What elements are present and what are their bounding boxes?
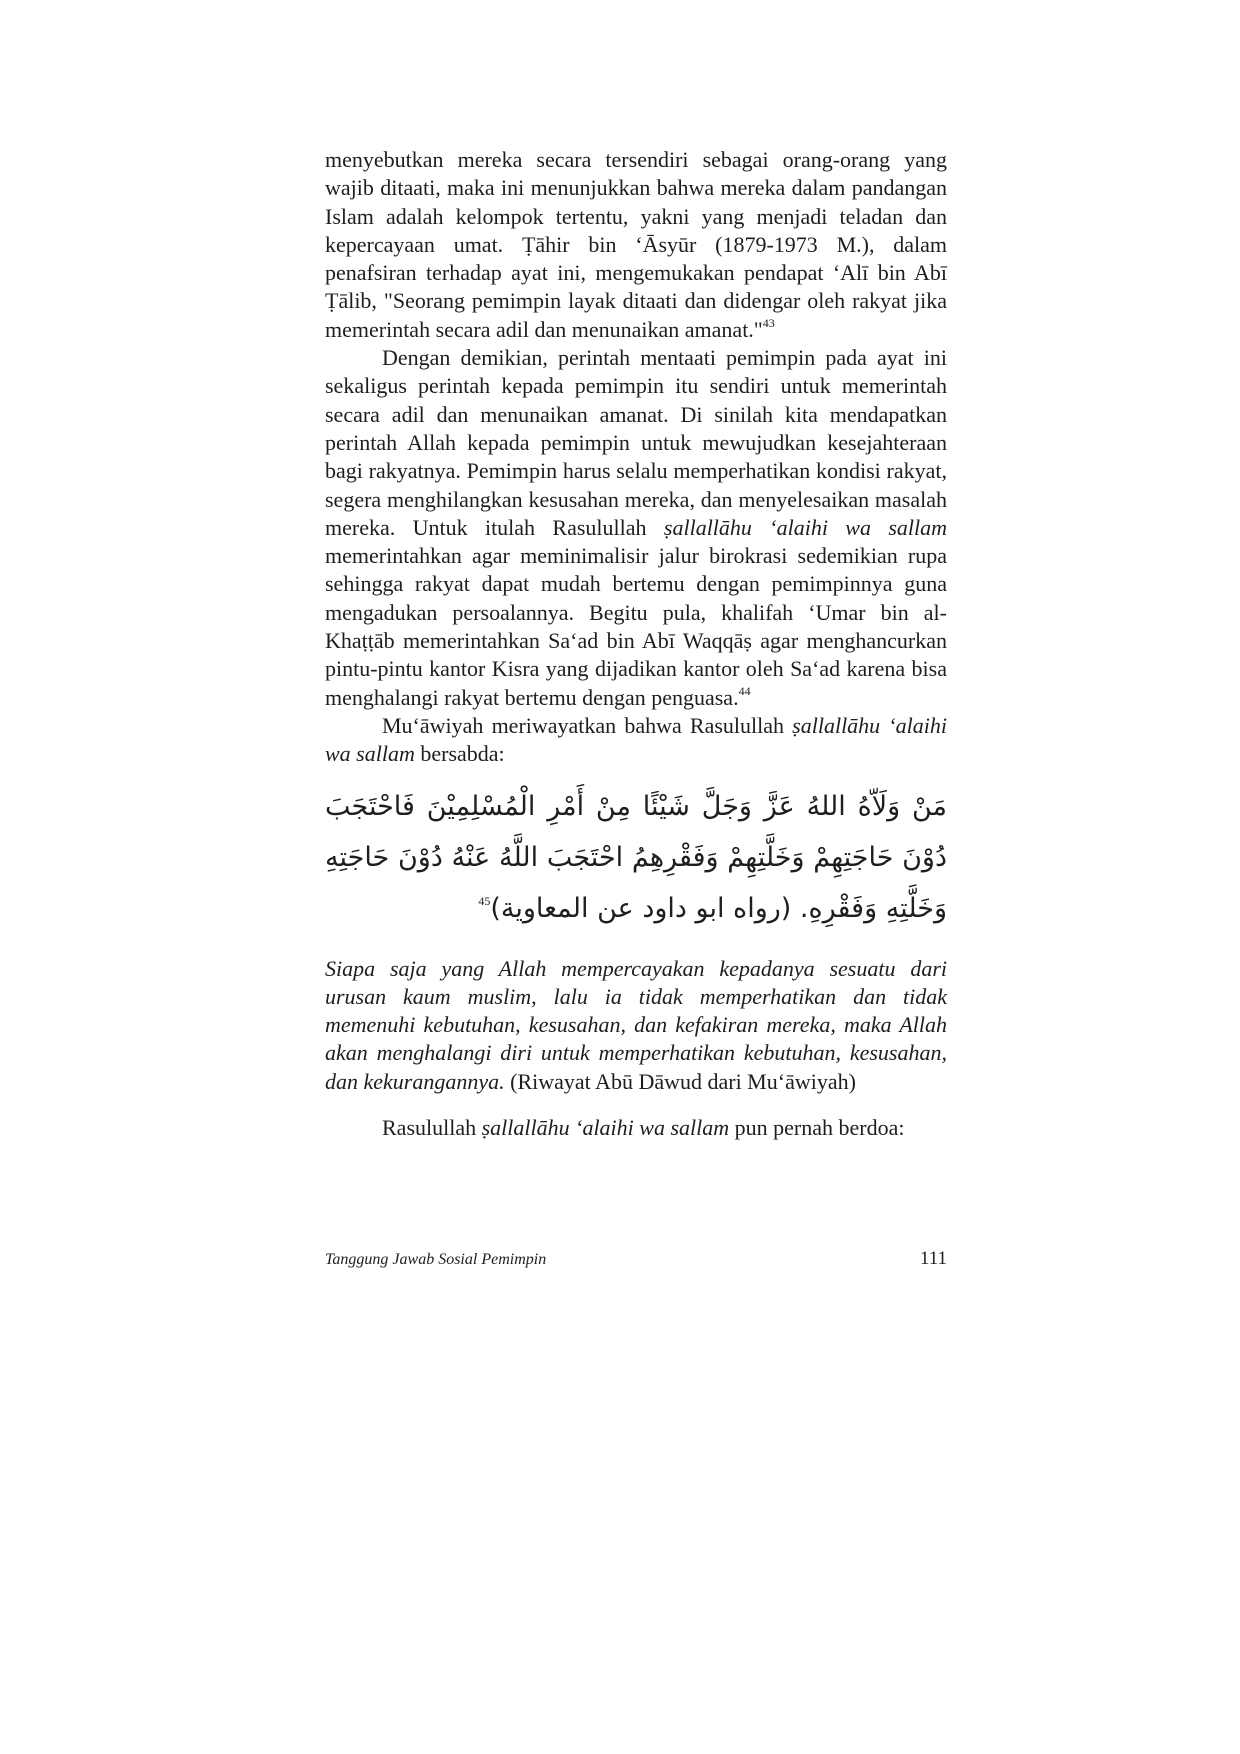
paragraph-3-honorific: ṣallallāhu ‘alaihi wa sallam bbox=[325, 712, 947, 767]
paragraph-2-text-a: Dengan demikian, perintah mentaati pemimpin pada ayat ini sekaligus perintah kepada pemimpin itu sendiri untuk memerintah secara adil dan menunaikan amanat. Di sinilah kita mendapatkan perintah Allah kepada pemimpin untuk mewujudkan kesejahteraan bagi rakyatnya. Pemimpin harus selalu memperhatikan kondisi rakyat, segera menghilangkan kesusahan mereka, dan menyelesaikan masalah mereka. Untuk itulah Rasulullah bbox=[325, 345, 947, 540]
footnote-ref-43[interactable]: 43 bbox=[762, 315, 775, 330]
running-title: Tanggung Jawab Sosial Pemimpin bbox=[325, 1251, 547, 1268]
paragraph-1 bbox=[325, 146, 947, 344]
footnote-ref-45[interactable]: 45 bbox=[478, 893, 491, 908]
page-body bbox=[325, 146, 947, 1142]
paragraph-2-honorific: ṣallallāhu ‘alaihi wa sallam bbox=[663, 514, 948, 540]
hadith-translation bbox=[325, 955, 947, 1096]
paragraph-4 bbox=[325, 1114, 947, 1142]
paragraph-2 bbox=[325, 344, 947, 712]
page-footer bbox=[325, 1248, 947, 1274]
paragraph-1-text: menyebutkan mereka secara tersendiri sebagai orang-orang yang wajib ditaati, maka ini menunjukkan bahwa mereka dalam pandangan Islam adalah kelompok tertentu, yakni yang menjadi teladan dan kepercayaan umat. Ṭāhir bin ‘Āsyūr (1879-1973 M.), dalam penafsiran terhadap ayat ini, mengemukakan pendapat ‘Alī bin Abī Ṭālib, "Seorang pemimpin layak ditaati dan didengar oleh rakyat jika memerintah secara adil dan menunaikan amanat." bbox=[325, 147, 947, 342]
arabic-hadith bbox=[325, 781, 947, 939]
paragraph-3 bbox=[325, 712, 947, 769]
translation-text: Siapa saja yang Allah mempercayakan kepadanya sesuatu dari urusan kaum muslim, lalu ia tidak memperhatikan dan tidak memenuhi kebutuhan, kesusahan, dan kefakiran mereka, maka Allah akan menghalangi diri untuk memperhatikan kebutuhan, kesusahan, dan kekurangannya. bbox=[325, 955, 947, 1094]
paragraph-3-text-a: Mu‘āwiyah meriwayatkan bahwa Rasulullah bbox=[382, 712, 785, 738]
paragraph-2-text-b: memerintahkan agar meminimalisir jalur birokrasi sedemikian rupa sehingga rakyat dapat mudah bertemu dengan pemimpinnya guna mengadukan persoalannya. Begitu pula, khalifah ‘Umar bin al-Khaṭṭāb memerintahkan Sa‘ad bin Abī Waqqāṣ agar menghancurkan pintu-pintu kantor Kisra yang dijadikan kantor oleh Sa‘ad karena bisa menghalangi rakyat bertemu dengan penguasa. bbox=[325, 543, 947, 710]
paragraph-3-text-b: bersabda: bbox=[420, 741, 505, 767]
paragraph-4-text-b: pun pernah berdoa: bbox=[734, 1115, 905, 1141]
paragraph-4-text-a: Rasulullah bbox=[382, 1115, 477, 1141]
paragraph-4-honorific: ṣallallāhu ‘alaihi wa sallam bbox=[481, 1115, 730, 1141]
footnote-ref-44[interactable]: 44 bbox=[738, 683, 751, 698]
translation-source: (Riwayat Abū Dāwud dari Mu‘āwiyah) bbox=[510, 1068, 856, 1094]
page-number: 111 bbox=[919, 1248, 947, 1269]
arabic-hadith-text: مَنْ وَلَاّهُ اللهُ عَزَّ وَجَلَّ شَيْئًا مِنْ أَمْرِ الْمُسْلِمِيْنَ فَاحْتَجَبَ دُوْنَ حَاجَتِهِمْ وَخَلَّتِهِمْ وَفَقْرِهِمُ احْتَجَبَ اللَّهُ عَنْهُ دُوْنَ حَاجَتِهِ وَخَلَّتِهِ وَفَقْرِهِ. (رواه ابو داود عن المعاوية) bbox=[325, 790, 947, 924]
